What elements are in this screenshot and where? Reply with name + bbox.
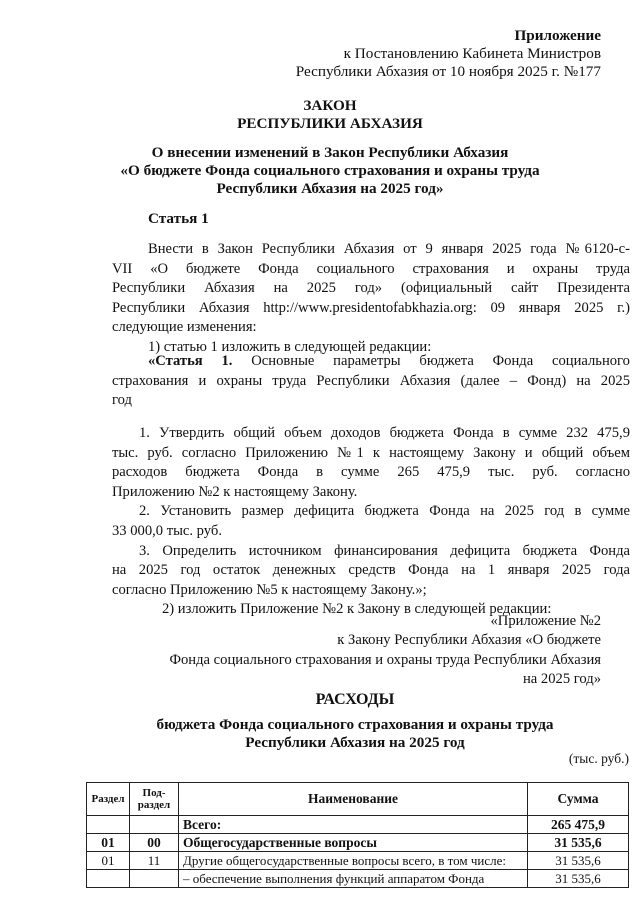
appendix2-ref-line4: на 2025 год»: [523, 671, 601, 688]
point1-line: 1. Утвердить общий объем доходов бюджета Фонда в сумме 232 475,9: [139, 425, 630, 441]
intro-line: Республики Абхазия на 2025 год» (официальный сайт Президента: [112, 280, 630, 297]
article1-paragraph: [112, 352, 630, 411]
article1-line-text: Основные параметры бюджета Фонда социального: [251, 353, 630, 369]
law-subtitle-line3: Республики Абхазия на 2025 год»: [216, 180, 444, 197]
units-label: (тыс. руб.): [568, 751, 629, 766]
cell-section: [87, 870, 130, 888]
article-heading: Статья 1: [148, 210, 209, 227]
expenses-table: [86, 782, 629, 888]
column-header-subsection: Под-раздел: [130, 783, 179, 816]
intro-line: Республики Абхазия http://www.presidentofabkhazia.org: 09 января 2025 г.): [112, 299, 630, 316]
point3-line: 3. Определить источником финансирования дефицита бюджета Фонда: [139, 542, 630, 559]
cell-name: Общегосударственные вопросы: [179, 834, 528, 852]
law-title-line1: ЗАКОН: [303, 97, 357, 114]
article1-line: [112, 352, 630, 372]
column-header-name: Наименование: [179, 783, 528, 816]
article1-line: год: [112, 392, 132, 409]
law-subtitle-line1: О внесении изменений в Закон Республики Абхазия: [151, 144, 509, 161]
point2-line: 33 000,0 тыс. руб.: [112, 522, 222, 539]
law-subtitle: [90, 144, 570, 198]
point1-line: расходов бюджета Фонда в сумме 265 475,9 тыс. руб. согласно: [112, 464, 630, 481]
table-header-row: [87, 783, 629, 816]
table-row: [87, 834, 629, 852]
cell-name: – обеспечение выполнения функций аппаратом Фонда: [179, 870, 528, 888]
appendix2-ref-line2: к Закону Республики Абхазия «О бюджете: [337, 632, 601, 649]
cell-subsection: 11: [130, 852, 179, 870]
point2-line: 2. Установить размер дефицита бюджета Фонда на 2025 год в сумме: [139, 503, 630, 520]
law-title-line2: РЕСПУБЛИКИ АБХАЗИЯ: [237, 115, 423, 132]
point3-line: на 2025 год остаток денежных средств Фонда на 1 января 2025 года: [112, 562, 630, 579]
cell-section: 01: [87, 834, 130, 852]
amendment-item-2: 2) изложить Приложение №2 к Закону в следующей редакции:: [162, 601, 552, 618]
expenses-subtitle-line1: бюджета Фонда социального страхования и охраны труда: [156, 716, 554, 733]
table-row: [87, 852, 629, 870]
table-row-total: [87, 816, 629, 834]
cell-subsection: [130, 816, 179, 834]
appendix-header-line2: Республики Абхазия от 10 ноября 2025 г. №177: [295, 63, 601, 80]
table-row: [87, 870, 629, 888]
cell-sum: 31 535,6: [528, 834, 629, 852]
expenses-title: РАСХОДЫ: [315, 691, 395, 708]
cell-name: Всего:: [179, 816, 528, 834]
point3-line: согласно Приложению №5 к настоящему Закону.»;: [112, 581, 427, 598]
points-paragraphs: [112, 424, 630, 620]
column-header-sum: Сумма: [528, 783, 629, 816]
point1-line: тыс. руб. согласно Приложению №1 к настоящему Закону и общий объем: [112, 444, 630, 461]
column-header-section: Раздел: [87, 783, 130, 816]
cell-sum: 31 535,6: [528, 870, 629, 888]
cell-section: 01: [87, 852, 130, 870]
law-title: [100, 97, 560, 133]
expenses-subtitle: [140, 716, 570, 752]
intro-line: следующие изменения:: [112, 319, 257, 336]
cell-subsection: 00: [130, 834, 179, 852]
expenses-subtitle-line2: Республики Абхазия на 2025 год: [245, 734, 465, 751]
law-subtitle-line2: «О бюджете Фонда социального страхования и охраны труда: [120, 162, 540, 179]
cell-subsection: [130, 870, 179, 888]
appendix2-reference: [140, 612, 601, 690]
appendix-header-title: Приложение: [514, 27, 601, 44]
article1-bold-label: «Статья 1.: [148, 353, 233, 369]
cell-sum: 31 535,6: [528, 852, 629, 870]
point1-line: Приложению №2 к настоящему Закону.: [112, 483, 358, 500]
cell-sum: 265 475,9: [528, 816, 629, 834]
appendix2-ref-line1: «Приложение №2: [490, 613, 601, 629]
article1-line: страхования и охраны труда Республики Абхазия (далее – Фонд) на 2025: [112, 372, 630, 389]
amendment-item-1: 1) статью 1 изложить в следующей редакции:: [148, 338, 432, 355]
appendix-header-line1: к Постановлению Кабинета Министров: [343, 45, 601, 62]
appendix2-ref-line3: Фонда социального страхования и охраны труда Республики Абхазия: [169, 651, 601, 668]
appendix-header: [200, 27, 601, 81]
intro-line: Внести в Закон Республики Абхазия от 9 января 2025 года №6120-с-: [148, 241, 630, 257]
intro-line: VII «О бюджете Фонда социального страхования и охраны труда: [112, 260, 630, 277]
intro-paragraph: [112, 240, 630, 358]
cell-section: [87, 816, 130, 834]
cell-name: Другие общегосударственные вопросы всего, в том числе:: [179, 852, 528, 870]
